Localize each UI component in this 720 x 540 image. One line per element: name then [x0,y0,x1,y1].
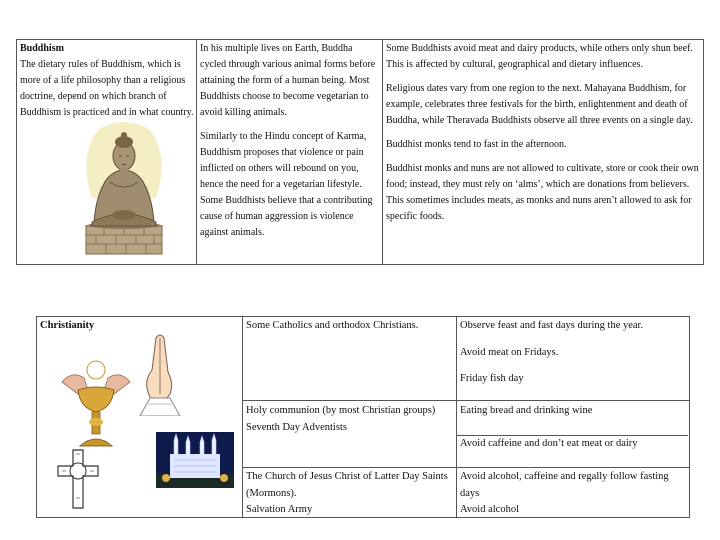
buddha-statue-image [76,118,172,256]
buddhism-intro: The dietary rules of Buddhism, which is more of a life philosophy than a religious doctrine, depend on which branch of Buddhism is practiced and in what country. [20,59,194,118]
christianity-practice-caffeine: Avoid caffeine and don’t eat meat or dairy [460,437,638,449]
buddhism-col3-p4: Buddhist monks and nuns are not allowed to cultivate, store or cook their own food; instead, they must rely on ‘alms’, which are donations from believers. This sometimes includes meats, as monks and nuns aren’t allowed to ask for specific foods. [386,163,699,222]
christianity-divider-1 [242,316,243,518]
buddhism-title: Buddhism [20,43,64,54]
buddhism-col2-p1: In his multiple lives on Earth, Buddha cycled through various animal forms before attaining the form of a human being. Most Buddhists choose to become vegetarian to avoid killing animals. [200,43,376,118]
christianity-group-communion: Holy communion (by most Christian groups) [246,405,436,416]
christianity-group-lds: The Church of Jesus Christ of Latter Day Saints (Mormons). [246,471,448,499]
buddhism-col-2 [200,41,380,241]
temple-night-image [156,432,234,488]
christianity-row-3-group [246,469,452,519]
buddhism-col-3 [386,41,702,225]
christianity-row-2-group [246,403,452,436]
christianity-row-1-practice [460,318,688,388]
christianity-practice-lds: Avoid alcohol, caffeine and regally follow fasting days [460,471,669,499]
christianity-row-2-practice [460,403,688,452]
christianity-practice-avoid-meat: Avoid meat on Fridays. [460,346,559,358]
buddhism-divider-2 [382,39,383,265]
buddhism-divider-1 [196,39,197,265]
christianity-practice-bread-wine: Eating bread and drinking wine [460,405,593,416]
buddhism-col3-p3: Buddhist monks tend to fast in the afternoon. [386,139,567,150]
christianity-row-line-2 [242,467,690,468]
christianity-practice-salvation-army: Avoid alcohol [460,504,520,515]
christianity-row-line-1 [242,400,690,401]
christianity-row-3-practice [460,469,688,519]
chalice-communion-image [56,356,136,450]
christianity-title: Christianity [40,320,95,331]
buddhism-col2-p2: Similarly to the Hindu concept of Karma, Buddhism proposes that violence or pain inflicted on others will rebound on you, hence the need for a vegetarian lifestyle. Some Buddhists believe that a contributing cause of human aggression is violence against animals. [200,131,373,238]
christianity-row-1-group: Some Catholics and orthodox Christians. [246,320,419,331]
christianity-practice-fast-days: Observe feast and fast days during the year. [460,320,644,331]
christianity-group-adventists: Seventh Day Adventists [246,421,347,433]
christianity-divider-2 [456,316,457,518]
christianity-practice-fish-day: Friday fish day [460,373,524,384]
buddhism-col3-p2: Religious dates vary from one region to the next. Mahayana Buddhism, for example, celebrates three festivals for the birth, enlightenment and death of Buddha, while Theravada Buddhists observe all three events on a single day. [386,83,693,126]
cross-image [52,448,104,510]
buddhism-col-1 [20,41,194,121]
christianity-row-line-inner [456,435,688,436]
christianity-group-salvation-army: Salvation Army [246,504,313,515]
buddhism-col3-p1: Some Buddhists avoid meat and dairy products, while others only shun beef. This is affected by cultural, geographical and dietary influences. [386,43,693,70]
praying-hands-image [134,332,186,416]
